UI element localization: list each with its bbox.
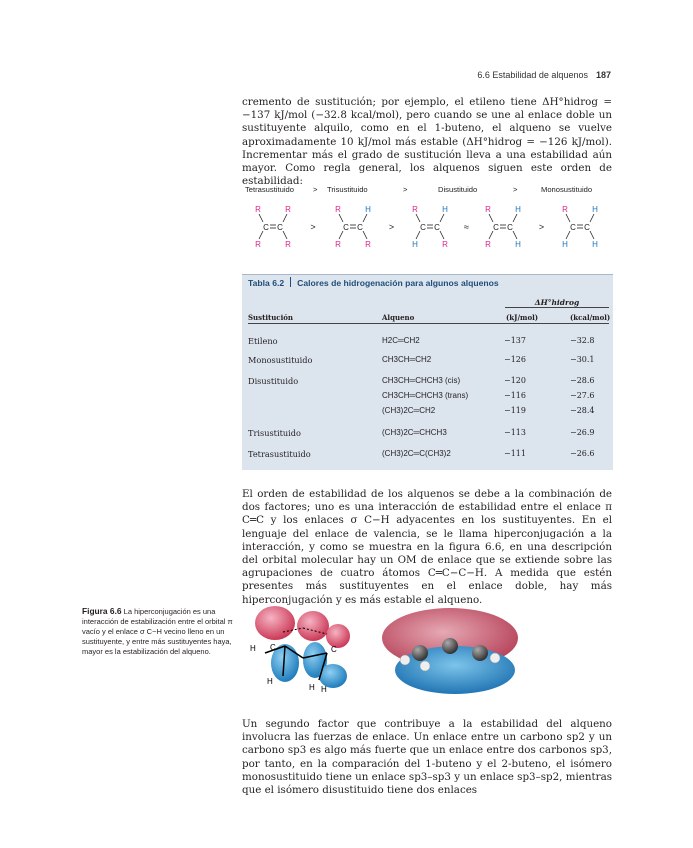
stability-order-labels	[245, 185, 615, 197]
table-row: Disustituido CH3CH═CHCH3 (cis) −120 −28.6	[248, 376, 595, 386]
col-header-sustitucion: Sustitución	[248, 313, 293, 322]
bond-line	[513, 214, 517, 222]
table-caption	[248, 277, 499, 288]
substituent-label: R	[485, 240, 491, 249]
carbon-atom: C	[263, 223, 269, 232]
table-row: (CH3)2C═CH2 −119 −28.4	[382, 406, 595, 415]
substituent-label: R	[285, 205, 291, 214]
table-row: Trisustituido (CH3)2C═CHCH3 −113 −26.9	[248, 428, 595, 438]
carbon-atom: C	[420, 223, 426, 232]
bond-line	[489, 231, 493, 239]
order-operator: ≈	[464, 222, 469, 232]
carbon-atom: C	[343, 223, 349, 232]
substituent-label: R	[255, 240, 261, 249]
running-header	[477, 70, 611, 80]
col-header-alqueno: Alqueno	[382, 313, 415, 322]
substituent-label: H	[592, 240, 598, 249]
group-header-rule	[505, 307, 609, 308]
table-row: Tetrasustituido (CH3)2C═C(CH3)2 −111 −26.6	[248, 449, 595, 459]
svg-text:H: H	[309, 683, 315, 692]
bond-line	[259, 231, 263, 239]
substituent-label: R	[485, 205, 491, 214]
bond-line	[566, 214, 570, 222]
bond-line	[566, 231, 570, 239]
bond-line	[513, 231, 517, 239]
substituent-label: H	[562, 240, 568, 249]
svg-text:C: C	[331, 645, 337, 654]
order-label-di: Disustituido	[438, 185, 478, 194]
table-row: Etileno H2C═CH2 −137 −32.8	[248, 336, 595, 346]
substituent-label: H	[515, 205, 521, 214]
substituent-label: R	[365, 240, 371, 249]
figure-caption	[82, 606, 234, 657]
bond-line	[339, 214, 343, 222]
order-operator: >	[310, 222, 316, 232]
substituent-label: H	[442, 205, 448, 214]
carbon-atom: C	[277, 223, 283, 232]
orbital-diagram	[250, 606, 350, 694]
bond-line	[590, 231, 594, 239]
header-rule	[248, 323, 609, 324]
substituent-label: R	[255, 205, 261, 214]
order-label-mono: Monosustituido	[541, 185, 593, 194]
order-label-tri: Trisustituido	[327, 185, 368, 194]
figure-label: Figura 6.6	[82, 606, 122, 616]
svg-text:H: H	[321, 685, 327, 694]
table-row: Monosustituido CH3CH═CH2 −126 −30.1	[248, 355, 595, 365]
col-header-kj: (kJ/mol)	[506, 313, 539, 322]
substituent-label: R	[412, 205, 418, 214]
substituent-label: R	[285, 240, 291, 249]
bond-line	[489, 214, 493, 222]
svg-text:H: H	[267, 677, 273, 686]
paragraph-1: cremento de sustitución; por ejemplo, el etileno tiene ΔH°hidrog = −137 kJ/mol (−32.8 kcal/mol), pero cuando se une al enlace doble un sustituyente alquilo, como en el 1-buteno, el alqueno se vuelve aproximadamente 10 kJ/mol más estable (ΔH°hidrog = −126 kJ/mol). Incrementar más el grado de sustitución lleva a una estabilidad aún mayor. Como regla general, los alquenos siguen este orden de estabilidad:	[242, 96, 612, 188]
substituent-label: H	[365, 205, 371, 214]
bond-line	[283, 231, 287, 239]
carbon-atom: C	[584, 223, 590, 232]
table-number: Tabla 6.2	[248, 278, 285, 288]
bond-line	[440, 231, 444, 239]
paragraph-2: El orden de estabilidad de los alquenos se debe a la combinación de dos factores; uno es una interacción de estabilidad entre el enlace π C═C y los enlaces σ C−H adyacentes en los sustituyentes. En el lenguaje del enlace de valencia, se le llama hiperconjugación a la interacción, y como se muestra en la figura 6.6, en una descripción del orbital molecular hay un OM de enlace que se extiende sobre las agrupaciones de cuatro átomos C═C−C−H. A medida que estén presentes más sustituyentes en el enlace doble, hay más hiperconjugación y es más estable el alqueno.	[242, 488, 612, 606]
svg-text:H: H	[250, 644, 256, 653]
bond-line	[363, 214, 367, 222]
substituent-label: R	[335, 240, 341, 249]
bond-line	[440, 214, 444, 222]
table-group-header: ΔH°hidrog	[534, 298, 580, 307]
carbon-atom: C	[434, 223, 440, 232]
page-number: 187	[595, 70, 611, 80]
col-header-kcal: (kcal/mol)	[570, 313, 611, 322]
bond-line	[259, 214, 263, 222]
order-sep: >	[403, 185, 408, 194]
carbon-atom: C	[357, 223, 363, 232]
molecular-orbital-model	[382, 608, 518, 694]
bond-line	[590, 214, 594, 222]
carbon-atom: C	[493, 223, 499, 232]
hyperconjugation-figure	[245, 598, 615, 708]
substituent-label: H	[412, 240, 418, 249]
substituent-label: R	[562, 205, 568, 214]
bond-line	[416, 231, 420, 239]
paragraph-3: Un segundo factor que contribuye a la estabilidad del alqueno involucra las fuerzas de enlace. Un enlace entre un carbono sp2 y un carbono sp3 es algo más fuerte que un enlace entre dos carbonos sp3, por tanto, en la comparación del 1-buteno y el 2-buteno, el isómero monosustituido tiene un enlace sp3–sp3 y un enlace sp3–sp2, mientras que el isómero disustituido tiene dos enlaces	[242, 718, 612, 797]
substituent-label: R	[335, 205, 341, 214]
order-label-tetra: Tetrasustituido	[245, 185, 294, 194]
alkene-structures	[245, 202, 615, 252]
order-operator: >	[538, 222, 545, 232]
order-sep: >	[313, 185, 318, 194]
bond-line	[416, 214, 420, 222]
bond-line	[363, 231, 367, 239]
carbon-atom: C	[507, 223, 513, 232]
header-section: 6.6 Estabilidad de alquenos	[477, 70, 588, 80]
order-operator: >	[388, 222, 395, 232]
substituent-label: R	[442, 240, 448, 249]
table-row: CH3CH═CHCH3 (trans) −116 −27.6	[382, 391, 595, 400]
substituent-label: H	[515, 240, 521, 249]
figure-caption-text: La hiperconjugación es una interacción de estabilización entre el orbital π vacío y el enlace σ C−H vecino lleno en un sustituyente, y entre más sustituyentes haya, mayor es la estabilización del alqueno.	[82, 607, 233, 656]
order-sep: >	[513, 185, 518, 194]
table-title: Calores de hidrogenación para algunos alquenos	[297, 278, 499, 288]
svg-text:C: C	[270, 643, 276, 652]
substituent-label: H	[592, 205, 598, 214]
bond-line	[283, 214, 287, 222]
bond-line	[339, 231, 343, 239]
carbon-atom: C	[570, 223, 576, 232]
